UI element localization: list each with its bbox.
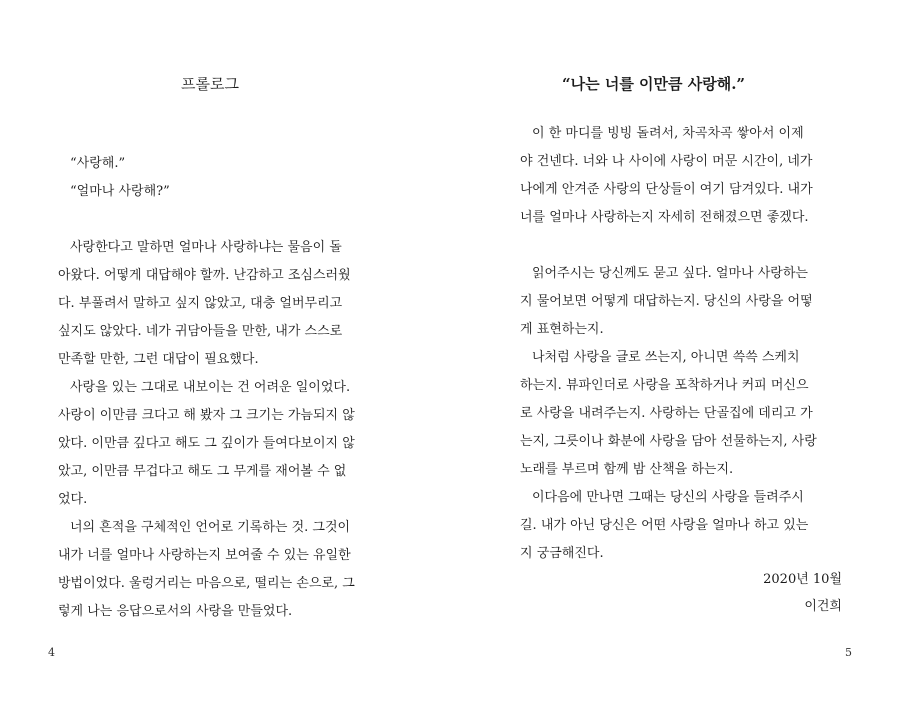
- text-line: 지 물어보면 어떻게 대답하는지. 당신의 사랑을 어떻: [520, 294, 813, 309]
- text-line: 이다음에 만나면 그때는 당신의 사랑을 들려주시: [532, 490, 804, 505]
- paragraph-gap: [520, 232, 850, 260]
- right-body-text: [520, 120, 850, 568]
- text-line: 읽어주시는 당신께도 묻고 싶다. 얼마나 사랑하는: [532, 266, 808, 281]
- text-line: 렇게 나는 응답으로서의 사랑을 만들었다.: [58, 604, 293, 619]
- text-line: 싶지도 않았다. 네가 귀담아들을 만한, 내가 스스로: [58, 324, 343, 339]
- text-line: 사랑을 있는 그대로 내보이는 건 어려운 일이었다.: [70, 380, 351, 395]
- text-line: 사랑한다고 말하면 얼마나 사랑하냐는 물음이 돌: [70, 240, 342, 255]
- text-line: 아왔다. 어떻게 대답해야 할까. 난감하고 조심스러웠: [58, 268, 351, 283]
- signature-date: 2020년 10월: [763, 572, 842, 587]
- text-line: “얼마나 사랑해?”: [70, 184, 170, 199]
- text-line: 게 표현하는지.: [520, 322, 604, 337]
- text-line: 로 사랑을 내려주는지. 사랑하는 단골집에 데리고 가: [520, 406, 813, 421]
- text-line: 다. 부풀려서 말하고 싶지 않았고, 대충 얼버무리고: [58, 296, 343, 311]
- text-line: 사랑이 이만큼 크다고 해 봤자 그 크기는 가늠되지 않: [58, 408, 355, 423]
- text-line: “사랑해.”: [70, 156, 126, 171]
- text-line: 만족할 만한, 그런 대답이 필요했다.: [58, 352, 259, 367]
- page-number: 5: [845, 646, 852, 659]
- right-page: [450, 0, 900, 704]
- text-line: 방법이었다. 울렁거리는 마음으로, 떨리는 손으로, 그: [58, 576, 355, 591]
- signature-name: 이건희: [804, 599, 842, 614]
- paragraph-gap: [58, 206, 378, 234]
- text-line: 이 한 마디를 빙빙 돌려서, 차곡차곡 쌓아서 이제: [532, 126, 804, 141]
- left-body-text: [58, 150, 378, 626]
- text-line: 길. 내가 아닌 당신은 어떤 사랑을 얼마나 하고 있는: [520, 518, 809, 533]
- text-line: 나에게 안겨준 사랑의 단상들이 여기 담겨있다. 내가: [520, 182, 813, 197]
- text-line: 았고, 이만큼 무겁다고 해도 그 무게를 재어볼 수 없: [58, 464, 347, 479]
- text-line: 너를 얼마나 사랑하는지 자세히 전해졌으면 좋겠다.: [520, 210, 809, 225]
- text-line: 너의 흔적을 구체적인 언어로 기록하는 것. 그것이: [70, 520, 351, 535]
- section-heading: “나는 너를 이만큼 사랑해.”: [562, 75, 746, 93]
- text-line: 야 건넨다. 너와 나 사이에 사랑이 머문 시간이, 네가: [520, 154, 813, 169]
- text-line: 는지, 그릇이나 화분에 사랑을 담아 선물하는지, 사랑: [520, 434, 817, 449]
- text-line: 었다.: [58, 492, 88, 507]
- text-line: 나처럼 사랑을 글로 쓰는지, 아니면 쓱쓱 스케치: [532, 350, 800, 365]
- text-line: 았다. 이만큼 깊다고 해도 그 깊이가 들여다보이지 않: [58, 436, 355, 451]
- text-line: 지 궁금해진다.: [520, 546, 604, 561]
- text-line: 내가 너를 얼마나 사랑하는지 보여줄 수 있는 유일한: [58, 548, 351, 563]
- text-line: 하는지. 뷰파인더로 사랑을 포착하거나 커피 머신으: [520, 378, 809, 393]
- page-number: 4: [48, 646, 55, 659]
- chapter-title: 프롤로그: [181, 75, 239, 93]
- text-line: 노래를 부르며 함께 밤 산책을 하는지.: [520, 462, 734, 477]
